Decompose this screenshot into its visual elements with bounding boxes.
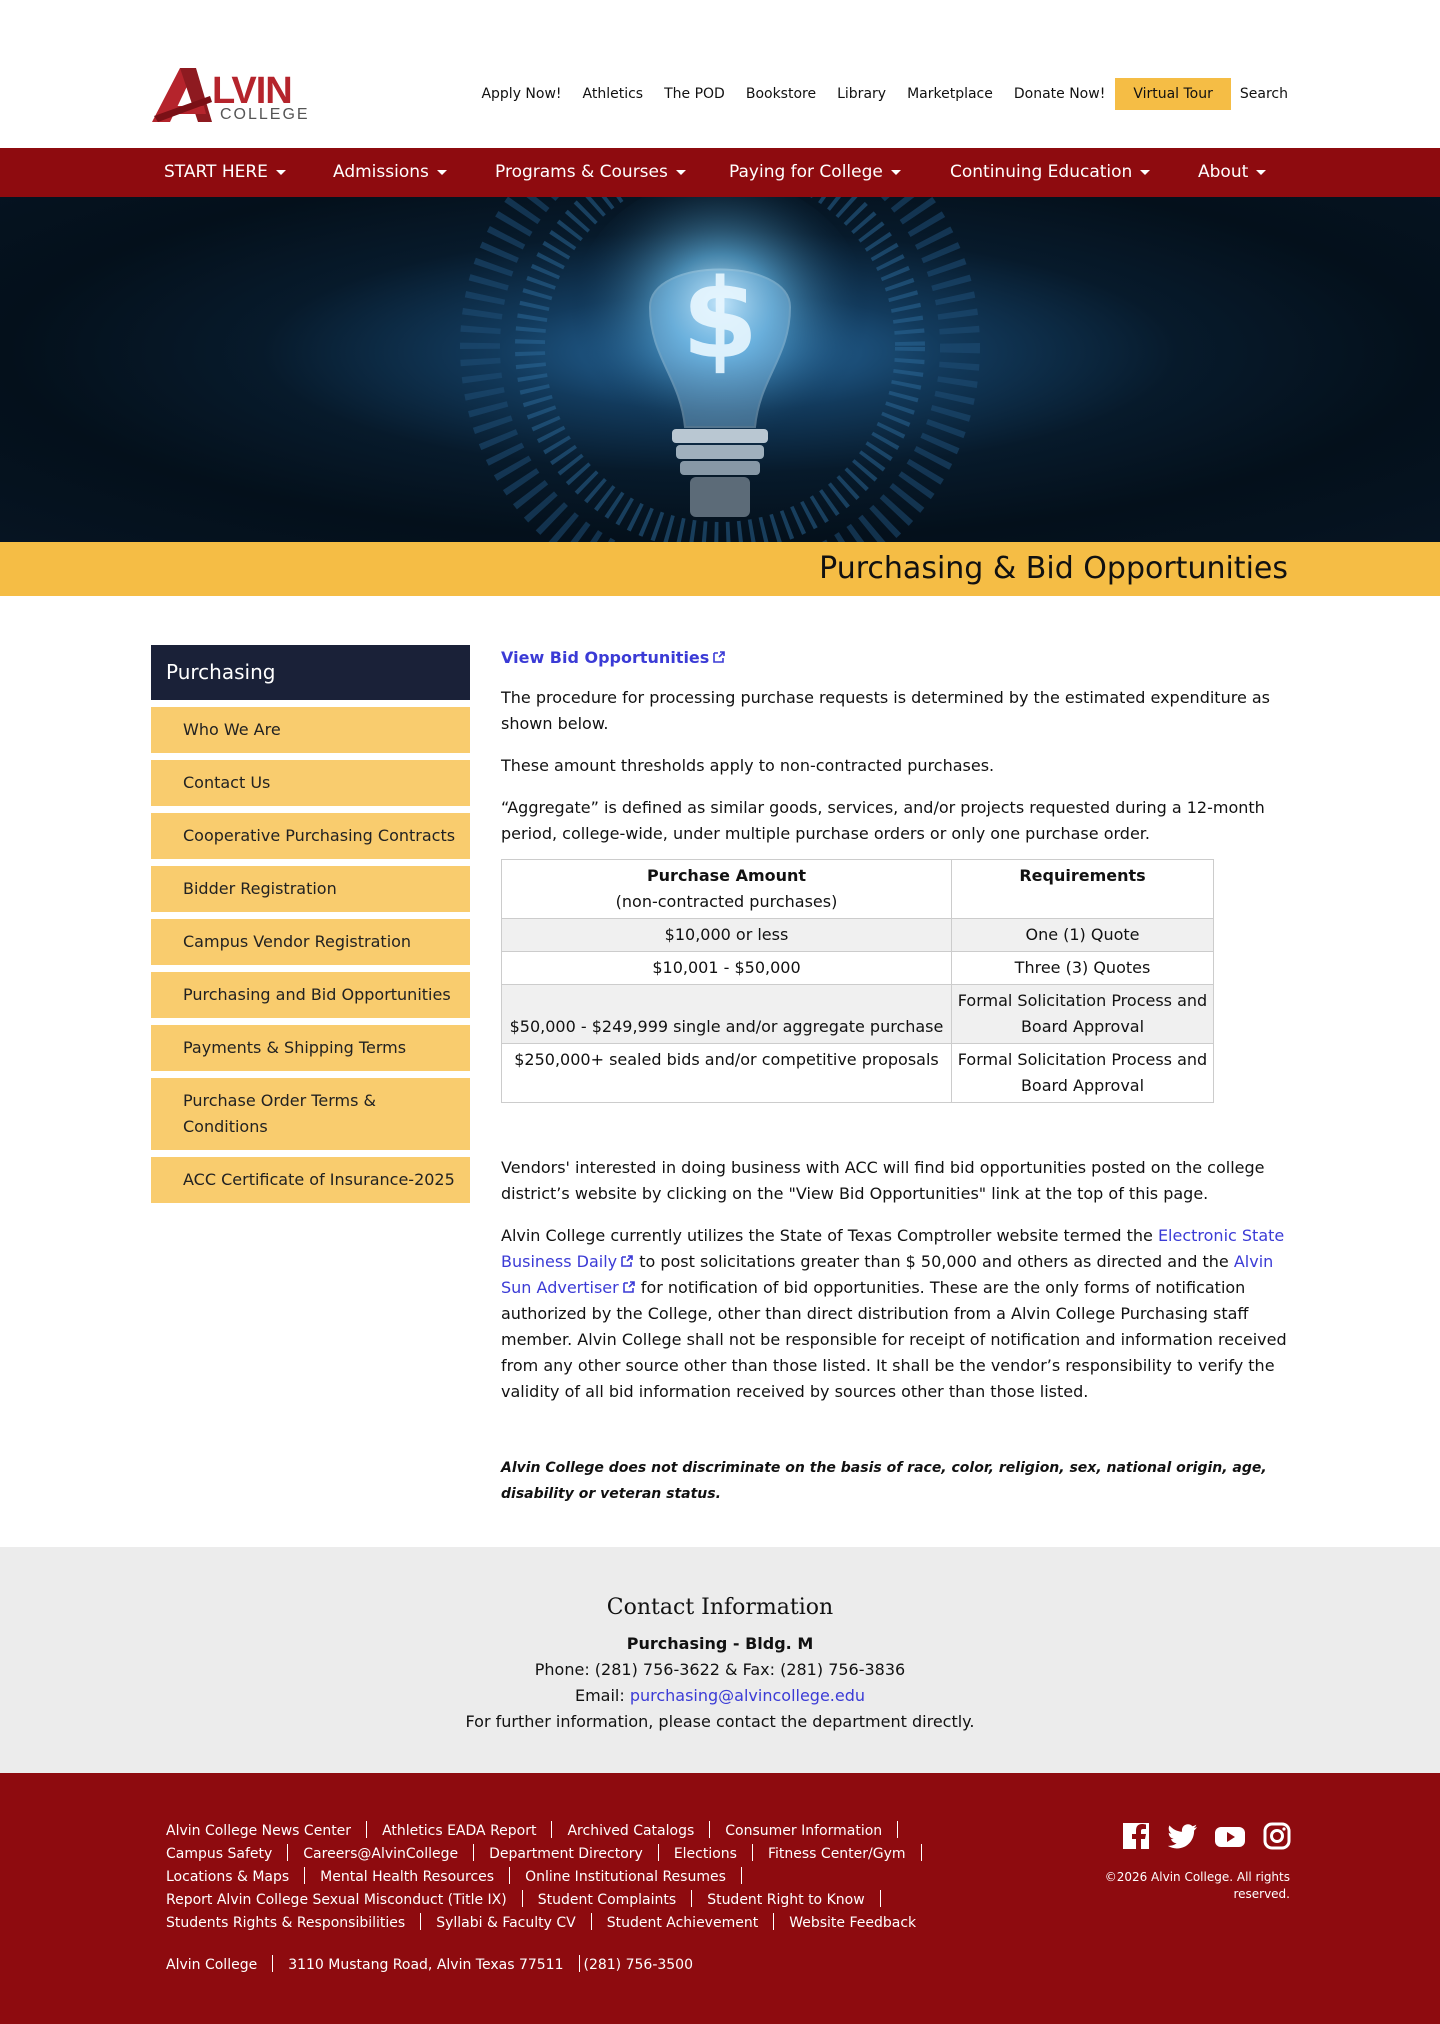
- footer-link-row: [166, 1912, 966, 1935]
- divider: [741, 1867, 742, 1884]
- main-content: [501, 645, 1291, 1523]
- nav-label: About: [1198, 162, 1249, 182]
- table-cell-amount: $50,000 - $249,999 single and/or aggregate purchase: [502, 985, 952, 1044]
- footer-link-row: [166, 1843, 966, 1866]
- table-cell-amount: $10,000 or less: [502, 919, 952, 952]
- footer-link-careers[interactable]: Careers@AlvinCollege: [303, 1846, 459, 1862]
- aggregate-definition: “Aggregate” is defined as similar goods, services, and/or projects requested during a 12-month period, college-wide, under multiple purchase orders or only one purchase order.: [501, 798, 1265, 843]
- table-cell-requirement: One (1) Quote: [952, 919, 1214, 952]
- footer-link-complaints[interactable]: Student Complaints: [537, 1892, 677, 1908]
- footer-link-fitness[interactable]: Fitness Center/Gym: [767, 1846, 906, 1862]
- caret-down-icon: [1140, 170, 1150, 175]
- table-cell-requirement: Formal Solicitation Process and Board Approval: [952, 985, 1214, 1044]
- contact-department: Purchasing - Bldg. M: [626, 1634, 814, 1653]
- caret-down-icon: [437, 170, 447, 175]
- footer-link-eada[interactable]: Athletics EADA Report: [382, 1823, 537, 1839]
- footer-link-syllabi[interactable]: Syllabi & Faculty CV: [436, 1915, 576, 1931]
- intro-paragraph: The procedure for processing purchase requests is determined by the estimated expenditure as shown below.: [501, 688, 1271, 733]
- divider: [304, 1867, 305, 1884]
- link-label: View Bid Opportunities: [501, 648, 710, 667]
- sidebar-heading: Purchasing: [151, 645, 470, 700]
- header-label: Purchase Amount: [646, 866, 807, 885]
- search-link[interactable]: Search: [1239, 86, 1288, 102]
- page-title-bar: [0, 542, 1440, 596]
- address-phone: (281) 756-3500: [583, 1957, 693, 1973]
- footer-link-row: [166, 1820, 966, 1843]
- divider: [509, 1867, 510, 1884]
- site-header: [0, 0, 1440, 148]
- table-cell-requirement: Three (3) Quotes: [952, 952, 1214, 985]
- header-sublabel: (non-contracted purchases): [615, 892, 838, 911]
- divider: [773, 1913, 774, 1930]
- caret-down-icon: [891, 170, 901, 175]
- footer-address: [166, 1954, 693, 1977]
- utility-link-library[interactable]: Library: [837, 86, 887, 102]
- footer-link-feedback[interactable]: Website Feedback: [789, 1915, 917, 1931]
- notification-paragraph: [501, 1223, 1291, 1405]
- text-segment: for notification of bid opportunities. These are the only forms of notification authorized by the College, other than direct distribution from a Alvin College Purchasing staff member. Alvin College shall not be responsible for receipt of notification and information received from any other source other than those listed. It shall be the vendor’s responsibility to verify the validity of all bid information received by sources other than those listed.: [501, 1278, 1287, 1401]
- caret-down-icon: [676, 170, 686, 175]
- contact-information: [0, 1547, 1440, 1773]
- divider: [591, 1913, 592, 1930]
- footer-link-row: [166, 1889, 966, 1912]
- divider: [287, 1844, 288, 1861]
- footer-link-student-rights[interactable]: Students Rights & Responsibilities: [166, 1915, 406, 1931]
- divider: [522, 1890, 523, 1907]
- footer-link-resumes[interactable]: Online Institutional Resumes: [525, 1869, 726, 1885]
- divider: [658, 1844, 659, 1861]
- utility-link-athletics[interactable]: Athletics: [582, 86, 644, 102]
- utility-nav: [460, 78, 1288, 110]
- nav-label: Continuing Education: [950, 162, 1133, 182]
- utility-link-donate[interactable]: Donate Now!: [1013, 86, 1106, 102]
- contact-email-line: [0, 1683, 1440, 1709]
- nav-label: Admissions: [333, 162, 429, 182]
- divider: [272, 1955, 273, 1972]
- caret-down-icon: [276, 170, 286, 175]
- divider: [366, 1821, 367, 1838]
- email-label: Email:: [574, 1686, 630, 1705]
- footer-link-title-ix[interactable]: Report Alvin College Sexual Misconduct (Title IX): [166, 1892, 507, 1908]
- vendor-paragraph: Vendors' interested in doing business with ACC will find bid opportunities posted on the college district’s website by clicking on the "View Bid Opportunities" link at the top of this page.: [501, 1158, 1265, 1203]
- sidebar-item-who-we-are[interactable]: Who We Are: [151, 707, 470, 753]
- divider: [880, 1890, 881, 1907]
- lightbulb-dollar-illustration: [0, 197, 1440, 542]
- address-name: Alvin College: [166, 1957, 258, 1973]
- nav-continuing-education[interactable]: [950, 148, 1150, 197]
- text-segment: Alvin College currently utilizes the State of Texas Comptroller website termed the: [501, 1226, 1158, 1245]
- purchase-thresholds-table: [501, 859, 1214, 1103]
- header-label: Requirements: [1019, 866, 1146, 885]
- virtual-tour-button[interactable]: Virtual Tour: [1115, 78, 1231, 110]
- utility-link-marketplace[interactable]: Marketplace: [907, 86, 993, 102]
- utility-link-apply[interactable]: Apply Now!: [481, 86, 562, 102]
- divider: [551, 1821, 552, 1838]
- view-bid-opportunities-link[interactable]: [501, 648, 726, 667]
- youtube-icon[interactable]: [1215, 1821, 1245, 1851]
- footer-link-consumer-info[interactable]: Consumer Information: [725, 1823, 883, 1839]
- sidebar-item-certificate-insurance[interactable]: ACC Certificate of Insurance-2025: [151, 1157, 470, 1203]
- nav-label: Paying for College: [729, 162, 883, 182]
- sidebar-item-cooperative-contracts[interactable]: Cooperative Purchasing Contracts: [151, 813, 470, 859]
- table-header-amount: [502, 860, 952, 919]
- table-cell-requirement: Formal Solicitation Process and Board Approval: [952, 1044, 1214, 1103]
- nav-admissions[interactable]: [333, 148, 447, 197]
- divider: [897, 1821, 898, 1838]
- footer-links: [166, 1820, 966, 1935]
- main-nav: [0, 148, 1440, 197]
- divider: [752, 1844, 753, 1861]
- footer-link-elections[interactable]: Elections: [673, 1846, 737, 1862]
- divider: [420, 1913, 421, 1930]
- divider: [473, 1844, 474, 1861]
- footer-link-mental-health[interactable]: Mental Health Resources: [320, 1869, 495, 1885]
- thresholds-paragraph: These amount thresholds apply to non-contracted purchases.: [501, 756, 995, 775]
- divider: [691, 1890, 692, 1907]
- facebook-icon[interactable]: [1121, 1821, 1151, 1851]
- footer-link-right-to-know[interactable]: Student Right to Know: [707, 1892, 865, 1908]
- copyright: ©2026 Alvin College. All rights reserved.: [1104, 1870, 1290, 1901]
- footer-link-locations[interactable]: Locations & Maps: [166, 1869, 290, 1885]
- footer-link-catalogs[interactable]: Archived Catalogs: [567, 1823, 695, 1839]
- table-cell-amount: $250,000+ sealed bids and/or competitive proposals: [502, 1044, 952, 1103]
- table-row: [502, 952, 1214, 985]
- text-segment: to post solicitations greater than $ 50,000 and others as directed and the: [634, 1252, 1234, 1271]
- link-label: Alvin Sun Advertiser: [501, 1252, 1274, 1297]
- table-row: [502, 1044, 1214, 1103]
- divider: [921, 1844, 922, 1861]
- instagram-icon[interactable]: [1262, 1821, 1292, 1851]
- table-row: [502, 919, 1214, 952]
- svg-text:$: $: [681, 255, 759, 383]
- sidebar-item-bidder-registration[interactable]: Bidder Registration: [151, 866, 470, 912]
- twitter-icon[interactable]: [1168, 1821, 1198, 1851]
- divider: [579, 1955, 580, 1972]
- table-cell-amount: $10,001 - $50,000: [502, 952, 952, 985]
- contact-note: For further information, please contact the department directly.: [465, 1712, 975, 1731]
- nav-start-here[interactable]: [164, 148, 286, 197]
- logo-subtitle: COLLEGE: [220, 106, 310, 123]
- utility-link-pod[interactable]: The POD: [664, 86, 725, 102]
- caret-down-icon: [1256, 170, 1266, 175]
- sidebar-nav: [151, 645, 470, 1203]
- page-title: Purchasing & Bid Opportunities: [819, 551, 1288, 586]
- social-links: [1121, 1821, 1292, 1851]
- nav-label: Programs & Courses: [495, 162, 668, 182]
- nav-paying-for-college[interactable]: [729, 148, 901, 197]
- site-footer: [0, 1773, 1440, 2024]
- sidebar-item-bid-opportunities[interactable]: Purchasing and Bid Opportunities: [151, 972, 470, 1018]
- nav-about[interactable]: [1198, 148, 1266, 197]
- table-row: [502, 985, 1214, 1044]
- external-link-icon: [620, 1254, 634, 1268]
- footer-link-row: [166, 1866, 966, 1889]
- sidebar-item-payments-shipping[interactable]: Payments & Shipping Terms: [151, 1025, 470, 1071]
- utility-link-bookstore[interactable]: Bookstore: [745, 86, 817, 102]
- sidebar-item-contact-us[interactable]: Contact Us: [151, 760, 470, 806]
- footer-link-directory[interactable]: Department Directory: [489, 1846, 643, 1862]
- logo-a-mark: [150, 66, 220, 124]
- footer-link-news-center[interactable]: Alvin College News Center: [166, 1823, 352, 1839]
- link-label: Electronic State Business Daily: [501, 1226, 1285, 1271]
- table-header-requirements: [952, 860, 1214, 919]
- logo-wordmark: LVIN: [212, 70, 292, 112]
- footer-link-achievement[interactable]: Student Achievement: [606, 1915, 759, 1931]
- contact-email-link[interactable]: purchasing@alvincollege.edu: [629, 1686, 866, 1705]
- footer-link-campus-safety[interactable]: Campus Safety: [166, 1846, 273, 1862]
- alvin-college-logo[interactable]: [150, 66, 310, 126]
- hero-banner-image: [0, 197, 1440, 542]
- contact-heading: Contact Information: [606, 1595, 834, 1620]
- external-link-icon: [712, 650, 726, 664]
- divider: [709, 1821, 710, 1838]
- address-street: 3110 Mustang Road, Alvin Texas 77511: [288, 1957, 564, 1973]
- sidebar-item-po-terms[interactable]: Purchase Order Terms & Conditions: [151, 1078, 470, 1150]
- contact-phone: Phone: (281) 756-3622 & Fax: (281) 756-3836: [534, 1660, 906, 1679]
- nondiscrimination-statement: Alvin College does not discriminate on the basis of race, color, religion, sex, national origin, age, disability or veteran status.: [501, 1460, 1267, 1502]
- nav-label: START HERE: [164, 162, 268, 182]
- table-header-row: [502, 860, 1214, 919]
- nav-programs-courses[interactable]: [495, 148, 686, 197]
- external-link-icon: [622, 1280, 636, 1294]
- sidebar-item-vendor-registration[interactable]: Campus Vendor Registration: [151, 919, 470, 965]
